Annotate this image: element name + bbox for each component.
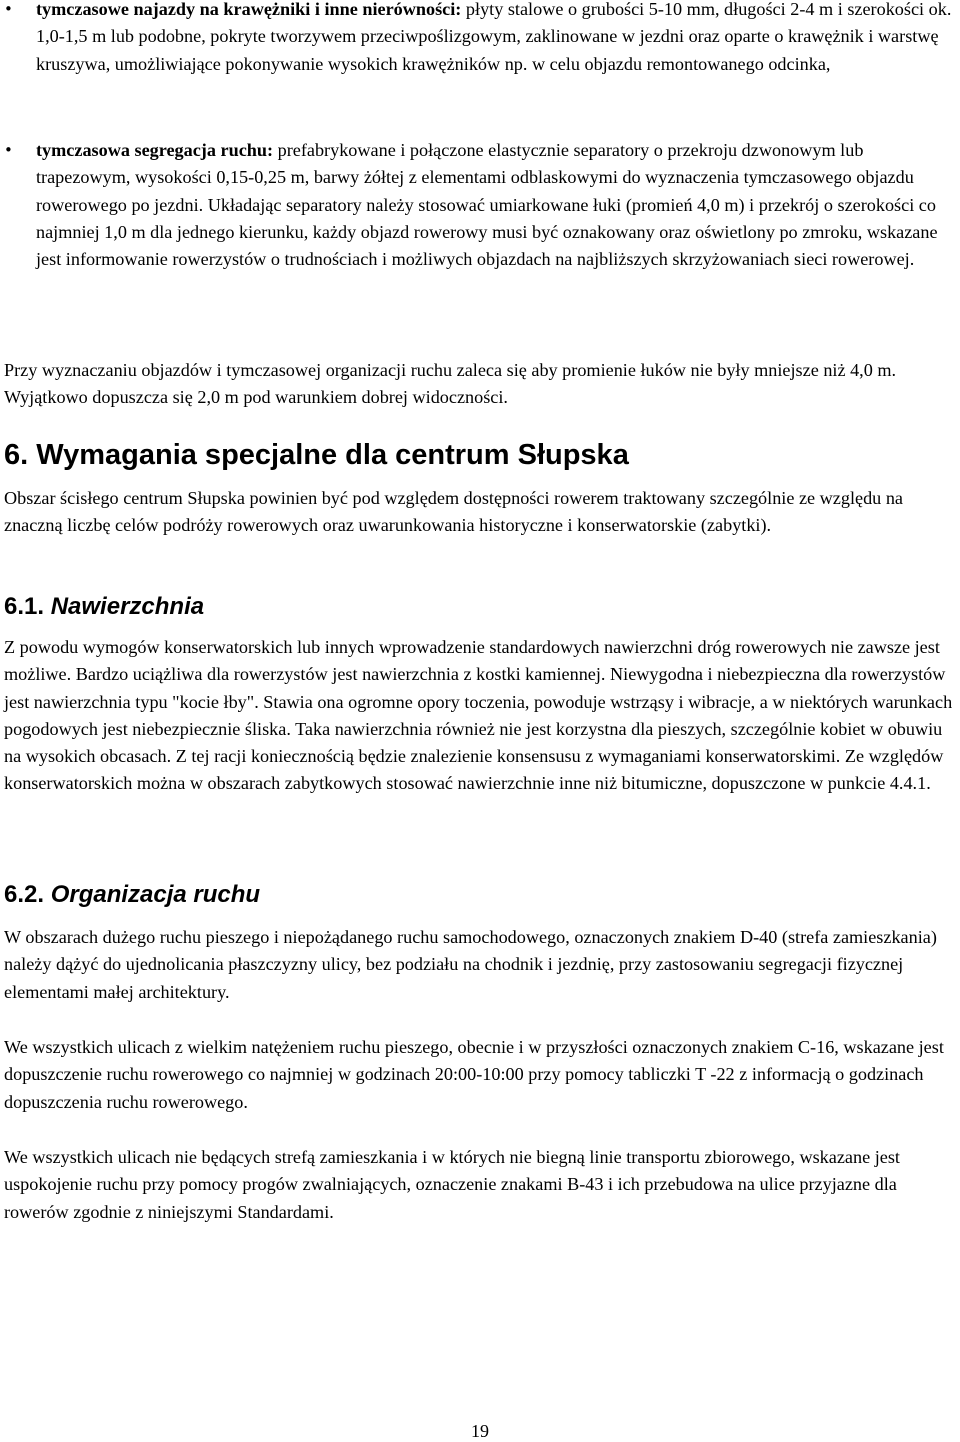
- bullet-icon: •: [4, 141, 13, 159]
- section-number: 6.2.: [4, 881, 45, 908]
- list-item-term: tymczasowa segregacja ruchu:: [36, 140, 274, 160]
- section-title: Wymagania specjalne dla centrum Słupska: [28, 439, 629, 471]
- section-heading-6-1: [4, 592, 204, 622]
- list-item: [4, 0, 954, 78]
- list-item-text: prefabrykowane i połączone elastycznie separatory o przekroju dzwonowym lub trapezowym, wysokości 0,15-0,25 m, barwy żółtej z elementami odblaskowymi do wyznaczenia tymczasowego objazdu rowerowego po jezdni. Układając separatory należy stosować umiarkowane łuki (promień 4,0 m) i przekrój o szerokości co najmniej 1,0 m dla jednego kierunku, każdy objazd rowerowy musi być oznakowany oraz oświetlony po zmroku, wskazane jest informowanie rowerzystów o trudnościach i możliwych objazdach na najbliższych skrzyżowaniach sieci rowerowej.: [36, 140, 938, 270]
- list-item: [4, 137, 954, 273]
- paragraph-section-6: Obszar ścisłego centrum Słupska powinien być pod względem dostępności rowerem traktowany szczególnie ze względu na znaczną liczbę celów podróży rowerowych oraz uwarunkowania historyczne i konserwatorskie (zabytki).: [4, 488, 903, 536]
- section-heading-6-2: [4, 880, 260, 910]
- paragraph-detours: Przy wyznaczaniu objazdów i tymczasowej organizacji ruchu zaleca się aby promienie łuków nie były mniejsze niż 4,0 m. Wyjątkowo dopuszcza się 2,0 m pod warunkiem dobrej widoczności.: [4, 360, 897, 408]
- section-title: Organizacja ruchu: [44, 881, 261, 908]
- bullet-icon: •: [4, 0, 13, 18]
- paragraph-section-6-2-c: We wszystkich ulicach nie będących strefą zamieszkania i w których nie biegną linie transportu zbiorowego, wskazane jest uspokojenie ruchu przy pomocy progów zwalniających, oznaczenie znakami B-43 i ich przebudowa na ulice przyjazne dla rowerów zgodnie z niniejszymi Standardami.: [4, 1147, 900, 1222]
- paragraph-section-6-1: Z powodu wymogów konserwatorskich lub innych wprowadzenie standardowych nawierzchni dróg rowerowych nie zawsze jest możliwe. Bardzo uciążliwa dla rowerzystów jest nawierzchnia z kostki kamiennej. Niewygodna i niebezpieczna dla rowerzystów jest nawierzchnia typu "kocie łby". Stawia ona ogromne opory toczenia, powoduje wstrząsy i wibracje, a w niektórych warunkach pogodowych jest niebezpiecznie śliska. Taka nawierzchnia również nie jest korzystna dla pieszych, szczególnie kobiet w obuwiu na wysokich obcasach. Z tej racji koniecznością będzie znalezienie konsensusu z wymaganiami konserwatorskimi. Ze względów konserwatorskich można w obszarach zabytkowych stosować nawierzchnie inne niż bitumiczne, dopuszczone w punkcie 4.4.1.: [4, 637, 953, 794]
- section-heading-6: [4, 438, 629, 472]
- paragraph-section-6-2-a: W obszarach dużego ruchu pieszego i niepożądanego ruchu samochodowego, oznaczonych znakiem D-40 (strefa zamieszkania) należy dążyć do ujednolicania płaszczyzny ulicy, bez podziału na chodnik i jezdnię, przy zastosowaniu segregacji fizycznej elementami małej architektury.: [4, 927, 937, 1002]
- list-item-term: tymczasowe najazdy na krawężniki i inne nierówności:: [36, 0, 462, 19]
- list-item-text: płyty stalowe o grubości 5-10 mm, długości 2-4 m i szerokości ok. 1,0-1,5 m lub podobne, pokryte tworzywem przeciwpoślizgowym, zaklinowane w jezdni oraz oparte o krawężnik i warstwę kruszywa, umożliwiające pokonywanie wysokich krawężników np. w celu objazdu remontowanego odcinka,: [36, 0, 952, 74]
- section-number: 6.1.: [4, 593, 45, 620]
- section-title: Nawierzchnia: [44, 593, 205, 620]
- page-number: 19: [471, 1421, 489, 1441]
- section-number: 6.: [4, 439, 29, 471]
- paragraph-section-6-2-b: We wszystkich ulicach z wielkim natężeniem ruchu pieszego, obecnie i w przyszłości oznaczonych znakiem C-16, wskazane jest dopuszczenie ruchu rowerowego co najmniej w godzinach 20:00-10:00 przy pomocy tabliczki T -22 z informacją o godzinach dopuszczenia ruchu rowerowego.: [4, 1037, 944, 1112]
